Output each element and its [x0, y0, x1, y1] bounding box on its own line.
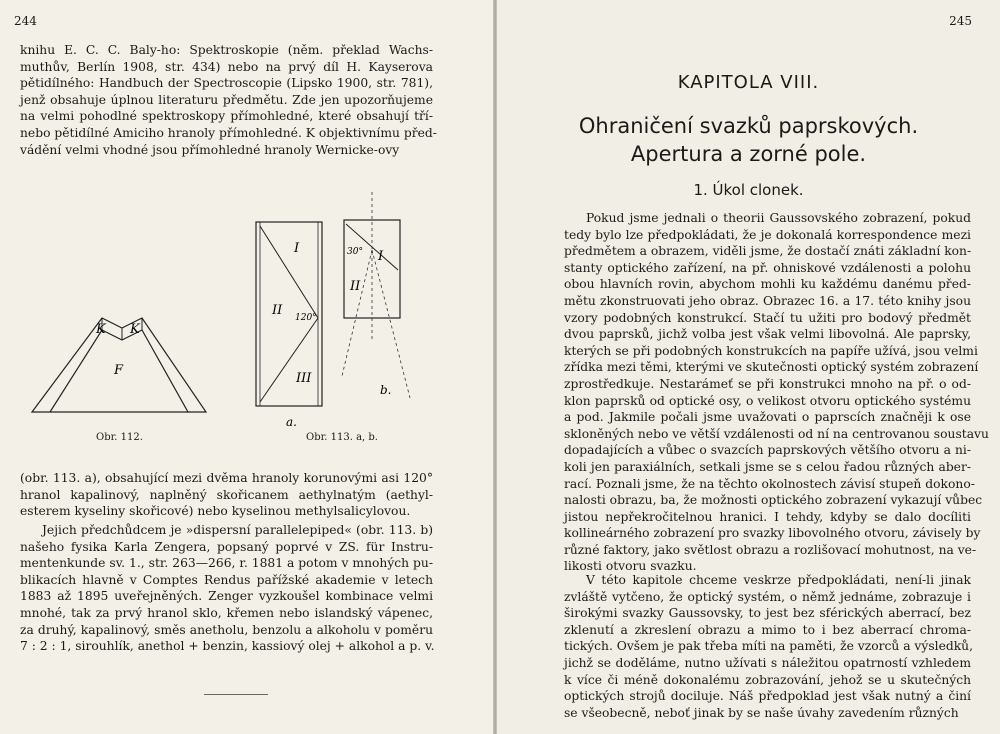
text-line: a pod. Jakmile počali jsme uvažovati o paprscích značněji k ose [564, 410, 971, 425]
text-line: zprostředkuje. Nestarámeť se při konstrukci mnoho na př. o od- [564, 376, 971, 391]
text-line: za druhý, kapalinový, směs anetholu, benzolu a alkoholu v poměru [20, 622, 433, 637]
text-line: jistou nepřekročitelnou hranici. I tehdy, kdyby se dalo docíliti [564, 509, 971, 524]
figure-112-label-k-right: K [130, 322, 140, 337]
text-line: nalosti obrazu, ba, že možnosti optického zobrazení vykazují vůbec [564, 493, 983, 508]
text-line: muthův, Berlín 1908, str. 434) nebo na prvý díl H. Kayserova [20, 59, 433, 74]
figure-113a-label-ii: II [272, 303, 283, 318]
text-line: vzory podobných konstrukcí. Stačí tu užiti pro bodový předmět [564, 310, 971, 325]
text-line: skloněných nebo ve větší vzdálenosti od ní na centrovanou soustavu [564, 426, 989, 441]
text-line: jichž se doděláme, nutno užívati s náležitou opatrností vzhledem [564, 655, 971, 670]
text-line: vádění velmi vhodné jsou přímohledné hranoly Wernicke-ovy [20, 142, 400, 157]
text-line: 7 : 2 : 1, sirouhlík, anethol + benzin, kassiový olej + alkohol a p. v. [20, 639, 435, 654]
text-line: rací. Poznali jsme, že na těchto okolnostech závisí stupeň dokono- [564, 476, 975, 491]
figure-113b-label-ii: II [350, 279, 361, 294]
text-line: mětu zkonstruovati jeho obraz. Obrazec 16. a 17. této knihy jsou [564, 293, 971, 308]
text-line: dopadajících a vůbec o svazcích paprskových většího otvoru a ni- [564, 443, 971, 458]
figure-113a-label-angle: 120° [295, 313, 317, 323]
text-line: stanty optického zařízení, na př. ohniskové vzdálenosti a polohu [564, 260, 971, 275]
text-line: (obr. 113. a), obsahující mezi dvěma hranoly korunovými asi 120° [20, 471, 433, 485]
text-line: tedy bylo lze předpokládati, že je dokonalá korrespondence mezi [564, 227, 971, 242]
text-line: likosti otvoru svazku. [564, 559, 697, 574]
left-page [0, 0, 493, 734]
right-paragraph-2 [564, 572, 974, 721]
text-line: kollineárného zobrazení pro svazky libovolného otvoru, závisely by [564, 526, 981, 541]
text-line: mentenkunde sv. 1., str. 263—266, r. 1881 a potom v mnohých pu- [20, 556, 433, 571]
figure-112-label-f: F [114, 363, 124, 378]
figure-113a-label-a: a. [286, 415, 297, 429]
text-line: různé faktory, jako světlost obrazu a rozlišovací mohutnost, na ve- [564, 542, 977, 557]
left-paragraph-3 [20, 522, 433, 655]
text-line: koli jen paraxiálních, setkali jsme se s celou řadou různých aber- [564, 459, 971, 474]
text-line: knihu E. C. C. Baly-ho: Spektroskopie (něm. překlad Wachs- [20, 43, 433, 57]
chapter-title-line-2: Apertura a zorné pole. [630, 142, 867, 166]
figure-113 [250, 190, 420, 435]
text-line: 1883 až 1895 uveřejněných. Zenger vyzkoušel kombinace velmi [20, 589, 433, 604]
text-line: kterých se při podobných konstrukcích na papíře užívá, jsou velmi [564, 343, 978, 358]
text-line: blikacích hlavně v Comptes Rendus pařížské akademie v letech [20, 572, 433, 587]
figure-113a-diagonal-2 [260, 318, 318, 402]
text-line: zřídka mezi těmi, kterými ve skutečnosti optický systém zobrazení [564, 360, 979, 375]
text-line: širokými svazky Gaussovsky, to jest bez sférických aberrací, bez [564, 606, 971, 621]
text-line: na velmi pohodlné spektroskopy přímohledné, které obsahují tří- [20, 109, 433, 124]
figure-112 [30, 300, 210, 418]
text-line: tických. Ovšem je pak třeba míti na paměti, že vzorců a výsledků, [564, 639, 974, 654]
text-line: nebo pětidílné Amiciho hranoly přímohledné. K objektivnímu před- [20, 125, 437, 140]
text-line: zvláště vytčeno, že optický systém, o němž jednáme, zobrazuje i [564, 589, 971, 604]
figure-113a-label-iii: III [296, 371, 312, 386]
figure-112-label-k-left: K [96, 322, 106, 337]
text-line: pětidílného: Handbuch der Spectroscopie (Lipsko 1900, str. 781), [20, 76, 433, 91]
text-line: jenž obsahuje úplnou literaturu předmětu. Zde jen upozorňujeme [20, 92, 433, 107]
figure-113b-ray-right [372, 250, 410, 398]
section-heading: 1. Úkol clonek. [693, 181, 804, 199]
text-line: mnohé, tak za prvý hranol sklo, křemen nebo islandský vápenec, [20, 605, 433, 620]
figure-113-caption: Obr. 113. a, b. [306, 432, 378, 443]
right-paragraph-1 [564, 210, 989, 575]
text-line: V této kapitole chceme veskrze předpokládati, není-li jinak [586, 573, 971, 587]
figure-113b-label-angle: 30° [347, 247, 363, 257]
page-number-right: 245 [949, 14, 972, 28]
figure-113b-ray-left [342, 250, 372, 376]
text-line: k více či méně dokonalému zobrazování, jehož se u skutečných [564, 672, 971, 687]
text-line: předmětem a obrazem, viděli jsme, že dostačí znáti základní kon- [564, 244, 972, 259]
left-paragraph-1 [20, 42, 437, 158]
text-line: Jejich předchůdcem je »dispersní parallelepiped« (obr. 113. b) [42, 523, 433, 537]
text-line: hranol kapalinový, naplněný skořicanem aethylnatým (aethyl- [20, 487, 433, 502]
figure-112-caption: Obr. 112. [96, 432, 143, 443]
text-line: optických strojů dociluje. Náš předpoklad jest však nutný a činí [564, 689, 971, 704]
text-line: našeho fysika Karla Zengera, popsaný poprvé v ZS. für Instru- [20, 539, 433, 554]
text-line: dvou paprsků, jichž volba jest však velmi libovolná. Ale paprsky, [564, 327, 971, 342]
text-line: esterem kyseliny skořicové) nebo kyselinou methylsalicylovou. [20, 504, 411, 519]
text-line: se všeobecně, neboť jinak by se naše úvahy zavedením různých [564, 705, 959, 720]
chapter-label: KAPITOLA VIII. [677, 72, 820, 93]
text-line: obou hlavních rovin, abychom mohli ku každému danému před- [564, 277, 971, 292]
figure-113a-label-i: I [294, 241, 300, 256]
footnote-rule [204, 694, 268, 695]
text-line: Pokud jsme jednali o theorii Gaussovského zobrazení, pokud [586, 211, 971, 225]
figure-113b-label-i: I [378, 249, 384, 264]
page-number-left: 244 [14, 14, 37, 28]
figure-113a-diagonal-1 [260, 226, 318, 318]
text-line: zklenutí a zkreslení obrazu a mimo to i bez aberrací chroma- [564, 622, 971, 637]
figure-113b-label-b: b. [380, 383, 392, 397]
text-line: klon paprsků od optické osy, o velikost otvoru optického systému [564, 393, 971, 408]
chapter-title-line-1: Ohraničení svazků paprskových. [578, 114, 919, 138]
right-page [497, 0, 1000, 734]
left-paragraph-2 [20, 470, 433, 520]
